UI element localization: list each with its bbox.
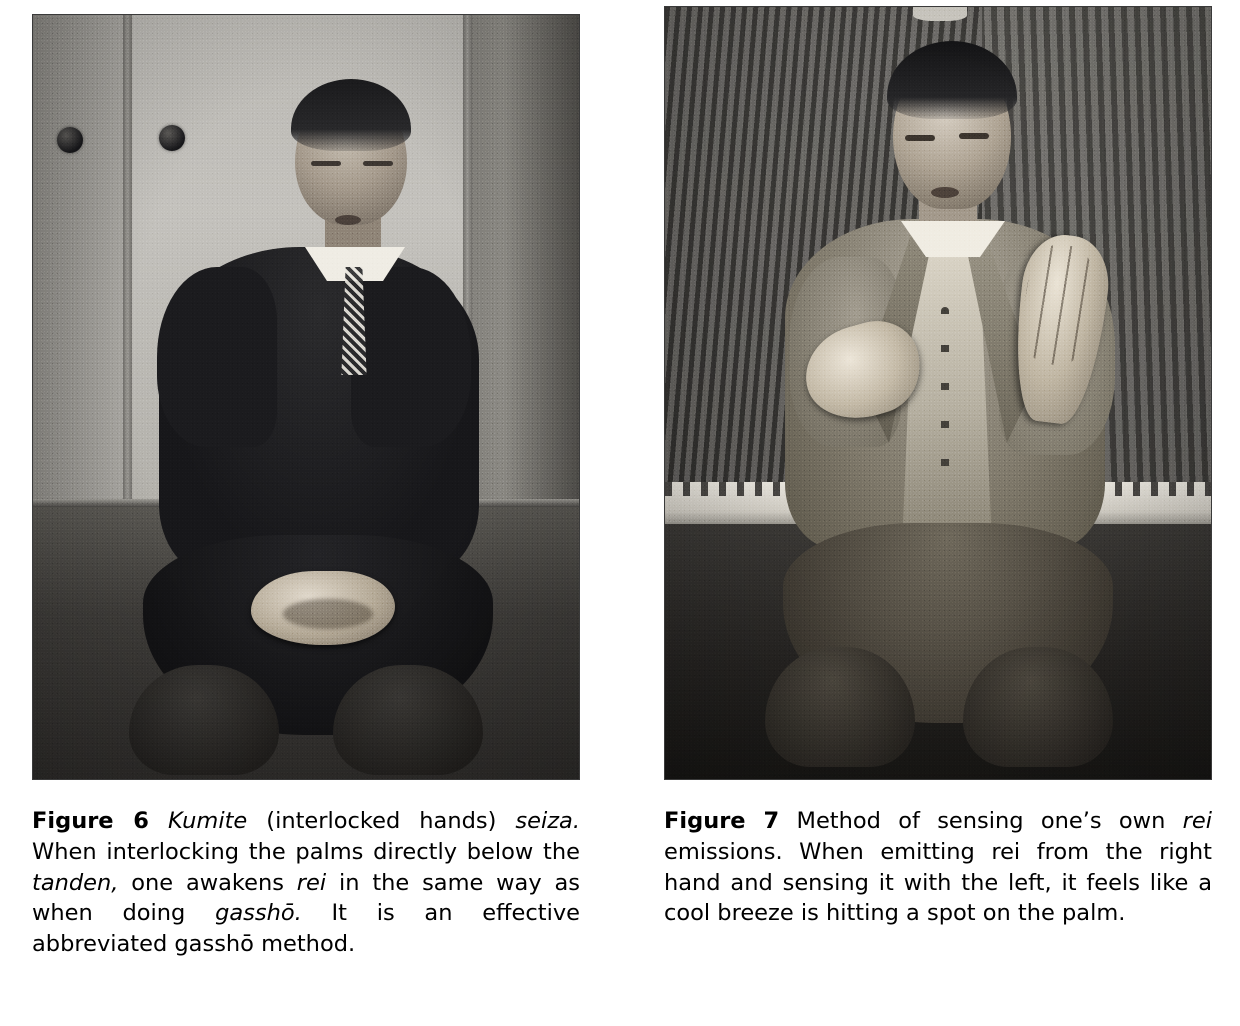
subject-mouth bbox=[335, 215, 361, 225]
wall-panel-right bbox=[463, 15, 579, 504]
door-knob-icon bbox=[57, 127, 83, 153]
caption-term-gassho: gasshō. bbox=[215, 900, 302, 927]
subject-eye-left bbox=[905, 135, 935, 141]
caption-text: (interlocked hands) bbox=[247, 808, 516, 834]
figure-block-figure-6 bbox=[32, 14, 580, 780]
wall-panel-left bbox=[33, 15, 123, 504]
caption-space bbox=[149, 808, 168, 834]
vest-buttons bbox=[941, 307, 949, 497]
caption-term-kumite: Kumite bbox=[168, 808, 248, 834]
subject-mouth bbox=[931, 187, 959, 198]
subject-eye-left bbox=[311, 161, 341, 166]
figure-7-photograph bbox=[664, 6, 1212, 780]
figure-6-photograph bbox=[32, 14, 580, 780]
captions-row bbox=[0, 780, 1240, 960]
subject-shoulder-right bbox=[351, 267, 471, 447]
figure-7-caption bbox=[664, 806, 1212, 960]
caption-text: emissions. When emitting rei from the right hand and sensing it with the left, it feels like a cool breeze is hitting a spot on the palm. bbox=[664, 838, 1212, 927]
hands-shadow bbox=[283, 599, 373, 629]
subject-eye-right bbox=[959, 133, 989, 139]
subject-eye-right bbox=[363, 161, 393, 166]
figure-7-label: Figure 7 bbox=[664, 808, 780, 834]
caption-term-rei: rei bbox=[296, 869, 327, 896]
caption-text: one awakens bbox=[118, 869, 297, 896]
caption-text: Method of sensing one’s own bbox=[779, 808, 1183, 834]
top-edge-notch bbox=[913, 7, 967, 21]
caption-term-seiza: seiza. bbox=[515, 808, 580, 834]
caption-term-tanden: tanden, bbox=[32, 869, 119, 896]
subject-shoulder-left bbox=[157, 267, 277, 447]
caption-text: When interlocking the palms directly below the bbox=[32, 838, 580, 865]
caption-term-rei: rei bbox=[1182, 808, 1213, 834]
caption-text: It is an effective abbreviated gasshō method. bbox=[32, 900, 580, 958]
figure-block-figure-7 bbox=[664, 14, 1212, 780]
door-knob-icon bbox=[159, 125, 185, 151]
caption-text: in the same way as when doing bbox=[32, 869, 580, 927]
figure-6-caption bbox=[32, 806, 580, 960]
figure-6-label: Figure 6 bbox=[32, 808, 149, 834]
